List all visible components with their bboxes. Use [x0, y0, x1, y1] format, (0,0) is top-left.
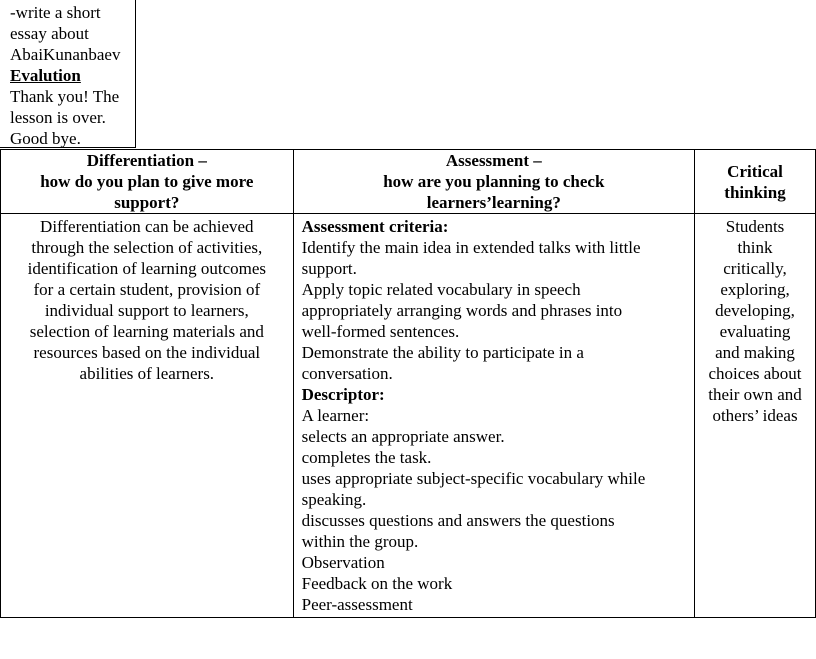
- header-line: support?: [114, 193, 180, 212]
- text-line: identification of learning outcomes: [27, 259, 266, 278]
- text-line: developing,: [715, 301, 795, 320]
- header-line: Assessment –: [445, 151, 542, 170]
- assessment-cell: [293, 214, 694, 618]
- criteria-heading: Assessment criteria:: [301, 217, 449, 236]
- text-line: abilities of learners.: [79, 364, 215, 383]
- header-line: thinking: [724, 182, 786, 202]
- text-line: A learner:: [301, 406, 370, 425]
- text-line: selection of learning materials and: [29, 322, 264, 341]
- text-line: resources based on the individual: [33, 343, 261, 362]
- text-line: support.: [301, 259, 357, 278]
- text-line: Observation: [301, 553, 385, 572]
- header-line: learners’learning?: [426, 193, 561, 212]
- descriptor-heading: Descriptor:: [301, 385, 385, 404]
- text-line: uses appropriate subject-specific vocabulary while: [301, 469, 646, 488]
- lesson-plan-table: [0, 149, 816, 618]
- text-line: think: [737, 238, 773, 257]
- text-line: individual support to learners,: [44, 301, 249, 320]
- text-line: critically,: [723, 259, 787, 278]
- text-line: discusses questions and answers the questions: [301, 511, 615, 530]
- text-line: exploring,: [720, 280, 790, 299]
- homework-line: AbaiKunanbaev: [10, 45, 121, 64]
- text-line: through the selection of activities,: [31, 238, 263, 257]
- text-line: conversation.: [301, 364, 393, 383]
- text-line: choices about: [708, 364, 802, 383]
- closing-line: lesson is over.: [10, 108, 106, 127]
- text-line: Differentiation can be achieved: [40, 217, 254, 236]
- header-line: how are you planning to check: [383, 172, 605, 191]
- homework-line: -write a short: [10, 3, 101, 22]
- text-line: evaluating: [719, 322, 791, 341]
- text-line: within the group.: [301, 532, 419, 551]
- evaluation-heading: Evalution: [10, 66, 81, 85]
- homework-cell: [0, 0, 136, 148]
- critical-thinking-header: [695, 150, 816, 214]
- text-line: selects an appropriate answer.: [301, 427, 505, 446]
- critical-thinking-cell: [695, 214, 816, 618]
- differentiation-cell: [1, 214, 294, 618]
- header-line: how do you plan to give more: [40, 172, 254, 191]
- header-line: Critical: [727, 161, 783, 181]
- closing-line: Thank you! The: [10, 87, 120, 106]
- header-row: [1, 150, 816, 214]
- text-line: and making: [715, 343, 795, 362]
- homework-line: essay about: [10, 24, 89, 43]
- text-line: for a certain student, provision of: [33, 280, 261, 299]
- assessment-header: [293, 150, 694, 214]
- text-line: well-formed sentences.: [301, 322, 460, 341]
- text-line: Demonstrate the ability to participate in a: [301, 343, 584, 362]
- text-line: Apply topic related vocabulary in speech: [301, 280, 581, 299]
- text-line: Feedback on the work: [301, 574, 453, 593]
- content-row: [1, 214, 816, 618]
- text-line: Identify the main idea in extended talks with little: [301, 238, 641, 257]
- text-line: appropriately arranging words and phrases into: [301, 301, 623, 320]
- text-line: Peer-assessment: [301, 595, 413, 614]
- text-line: completes the task.: [301, 448, 432, 467]
- header-line: Differentiation –: [86, 151, 207, 170]
- closing-line: Good bye.: [10, 129, 81, 148]
- text-line: others’ ideas: [712, 406, 798, 425]
- text-line: their own and: [708, 385, 802, 404]
- text-line: speaking.: [301, 490, 367, 509]
- differentiation-header: [1, 150, 294, 214]
- text-line: Students: [725, 217, 785, 236]
